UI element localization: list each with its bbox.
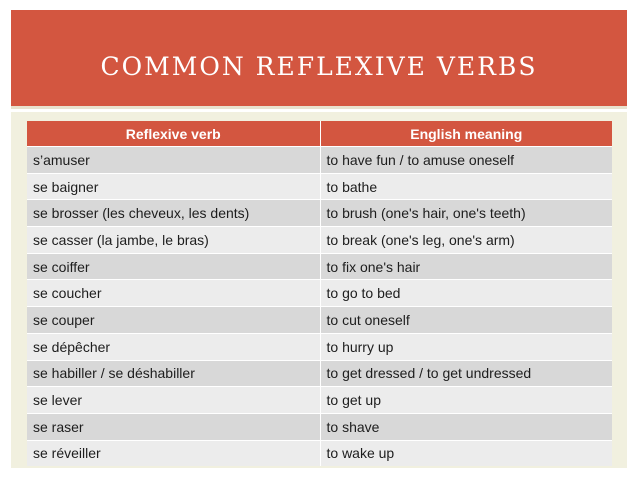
meaning-cell: to get up xyxy=(320,387,612,414)
table-row xyxy=(27,333,612,360)
header-english-meaning: English meaning xyxy=(320,121,612,147)
meaning-cell: to bathe xyxy=(320,173,612,200)
meaning-cell: to hurry up xyxy=(320,333,612,360)
verb-cell: se coiffer xyxy=(27,253,320,280)
meaning-cell: to get dressed / to get undressed xyxy=(320,360,612,387)
table-row xyxy=(27,200,612,227)
meaning-cell: to brush (one's hair, one's teeth) xyxy=(320,200,612,227)
table-row xyxy=(27,173,612,200)
reflexive-verbs-table xyxy=(27,121,612,466)
meaning-cell: to have fun / to amuse oneself xyxy=(320,147,612,174)
meaning-cell: to fix one's hair xyxy=(320,253,612,280)
verb-cell: se raser xyxy=(27,413,320,440)
header-reflexive-verb: Reflexive verb xyxy=(27,121,320,147)
title-band xyxy=(11,10,627,109)
table-row xyxy=(27,413,612,440)
verb-cell: se habiller / se déshabiller xyxy=(27,360,320,387)
verb-cell: se réveiller xyxy=(27,440,320,466)
verb-cell: s’amuser xyxy=(27,147,320,174)
meaning-cell: to break (one's leg, one's arm) xyxy=(320,227,612,254)
verb-cell: se coucher xyxy=(27,280,320,307)
verb-cell: se baigner xyxy=(27,173,320,200)
table-row xyxy=(27,147,612,174)
table-row xyxy=(27,440,612,466)
table-row xyxy=(27,307,612,334)
verb-cell: se lever xyxy=(27,387,320,414)
table-header-row xyxy=(27,121,612,147)
table-row xyxy=(27,227,612,254)
table-row xyxy=(27,280,612,307)
verb-cell: se brosser (les cheveux, les dents) xyxy=(27,200,320,227)
table-row xyxy=(27,253,612,280)
verb-cell: se casser (la jambe, le bras) xyxy=(27,227,320,254)
meaning-cell: to wake up xyxy=(320,440,612,466)
meaning-cell: to shave xyxy=(320,413,612,440)
slide-title: COMMON REFLEXIVE VERBS xyxy=(100,52,538,81)
meaning-cell: to cut oneself xyxy=(320,307,612,334)
table-row xyxy=(27,360,612,387)
verb-cell: se couper xyxy=(27,307,320,334)
verb-cell: se dépêcher xyxy=(27,333,320,360)
meaning-cell: to go to bed xyxy=(320,280,612,307)
table-row xyxy=(27,387,612,414)
